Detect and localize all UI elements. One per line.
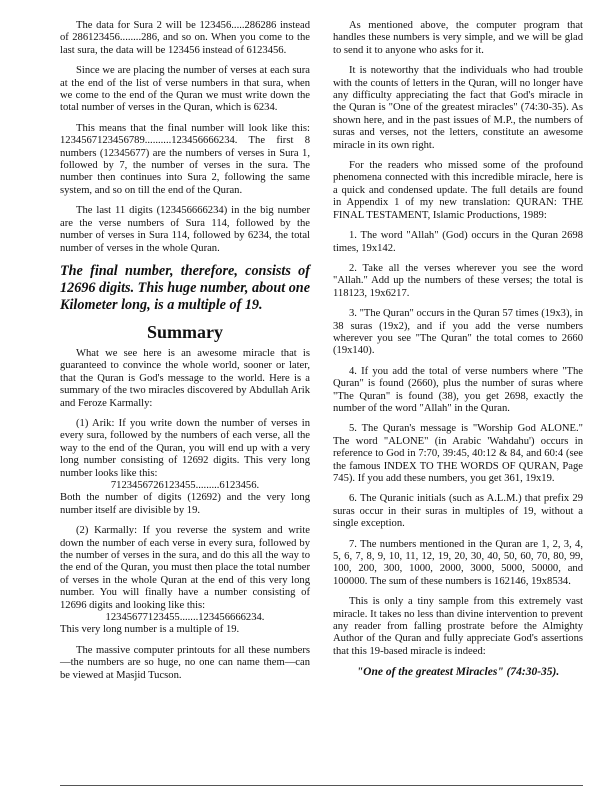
right-column: [333, 20, 583, 687]
paragraph: (2) Karmally: If you reverse the system and write down the number of each verse in every sura, followed by the number of verses in the sura, and do this all the way to the end of the Quran, you must then place the total number of verses in the whole Quran at the end of this very long number. You will finally have a number consisting of 12696 digits and looking like this:: [60, 525, 310, 611]
long-number: 7123456726123455.........6123456.: [110, 479, 260, 491]
list-item: 4. If you add the total of verse numbers where "The Quran" is found (2660), plus the number of suras where "The Quran" is found (38), you get 2698, exactly the number of the word "Allah" in the Quran.: [333, 365, 583, 414]
footer-rule: [60, 785, 583, 786]
paragraph: As mentioned above, the computer program that handles these numbers is very simple, and we will be glad to send it to anyone who asks for it.: [333, 20, 583, 56]
paragraph: For the readers who missed some of the profound phenomena connected with this incredible miracle, here is a quick and condensed update. The full details are found in Appendix 1 of my new translation: QURAN: THE FINAL TESTAMENT, Islamic Productions, 1989:: [333, 160, 583, 221]
list-item: 1. The word "Allah" (God) occurs in the Quran 2698 times, 19x142.: [333, 230, 583, 254]
paragraph: Both the number of digits (12692) and the very long number itself are divisible by 19.: [60, 492, 310, 516]
section-heading-summary: Summary: [147, 321, 223, 342]
paragraph: It is noteworthy that the individuals who had trouble with the counts of letters in the Quran, will no longer have any difficulty appreciating the fact that God's miracle in the Quran is "One of the greatest miracles" (74:30-35). As shown here, and in the past issues of M.P., the numbers of suras and verses, not the letters, constitute an awesome miracle in its own right.: [333, 65, 583, 151]
paragraph: The massive computer printouts for all these numbers—the numbers are so huge, no one can name them—can be viewed at Masjid Tucson.: [60, 644, 310, 681]
paragraph: Since we are placing the number of verses at each sura at the end of the list of verse numbers in that sura, when we come to the end of the Quran we must write down the total number of verses in the Quran, which is 6234.: [60, 65, 310, 114]
bold-statement: The final number, therefore, consists of 12696 digits. This huge number, about one Kilometer long, is a multiple of 19.: [60, 262, 310, 313]
long-number: 12345677123455.......123456666234.: [105, 612, 265, 624]
list-item: 2. Take all the verses wherever you see the word "Allah." Add up the numbers of these verses; the total is 118123, 19x6217.: [333, 262, 583, 299]
paragraph: This means that the final number will look like this: 1234567123456789..........123456666234. The first 8 numbers (12345677) are the numbers of verses in Sura 1, followed by 7, the number of verses in the sura. The number then continues into Sura 2, following the same system, and so on till the end of the Quran.: [60, 122, 310, 196]
left-column: [60, 20, 310, 690]
list-item: 5. The Quran's message is "Worship God ALONE." The word "ALONE" (in Arabic 'Wahdahu') occurs in reference to God in 7:70, 39:45, 40:12 & 84, and 60:4 (see the famous INDEX TO THE WORDS OF QURAN, Page 745). If you add these numbers, you get 361, 19x19.: [333, 423, 583, 484]
paragraph: This is only a tiny sample from this extremely vast miracle. It takes no less than divine intervention to prevent any reader from falling prostrate before the Almighty Author of the Quran and fully appreciate God's assertions that this 19-based miracle is indeed:: [333, 596, 583, 657]
paragraph: The last 11 digits (123456666234) in the big number are the verse numbers of Sura 114, followed by the number of verses in Sura 114, followed by 6234, the total number of verses in the whole Quran.: [60, 205, 310, 254]
closing-quote: "One of the greatest Miracles" (74:30-35).: [356, 666, 560, 679]
paragraph: This very long number is a multiple of 19.: [60, 624, 240, 636]
list-item: 6. The Quranic initials (such as A.L.M.) that prefix 29 suras occur in their suras in multiples of 19, without a single exception.: [333, 493, 583, 530]
list-item: 7. The numbers mentioned in the Quran are 1, 2, 3, 4, 5, 6, 7, 8, 9, 10, 11, 12, 19, 20, 30, 40, 50, 60, 70, 80, 99, 100, 200, 300, 1000, 2000, 3000, 5000, 50000, and 100000. The sum of these numbers is 162146, 19x8534.: [333, 538, 583, 587]
paragraph: What we see here is an awesome miracle that is guaranteed to convince the whole world, sooner or later, that the Quran is God's message to the world. Here is a summary of the two miracles discovered by Abdullah Arik and Feroze Karmally:: [60, 347, 310, 409]
list-item: 3. "The Quran" occurs in the Quran 57 times (19x3), in 38 suras (19x2), and if you add the verse numbers wherever you see "The Quran" the total comes to 2660 (19x140).: [333, 308, 584, 357]
paragraph: The data for Sura 2 will be 123456.....286286 instead of 286123456........286, and so on. When you come to the last sura, the data will be 123456 instead of 6123456.: [60, 20, 310, 56]
paragraph: (1) Arik: If you write down the number of verses in every sura, followed by the numbers of each verse, all the way to the end of the Quran, you will end up with a very long number consisting of 12692 digits. This very long number looks like this:: [60, 417, 310, 479]
